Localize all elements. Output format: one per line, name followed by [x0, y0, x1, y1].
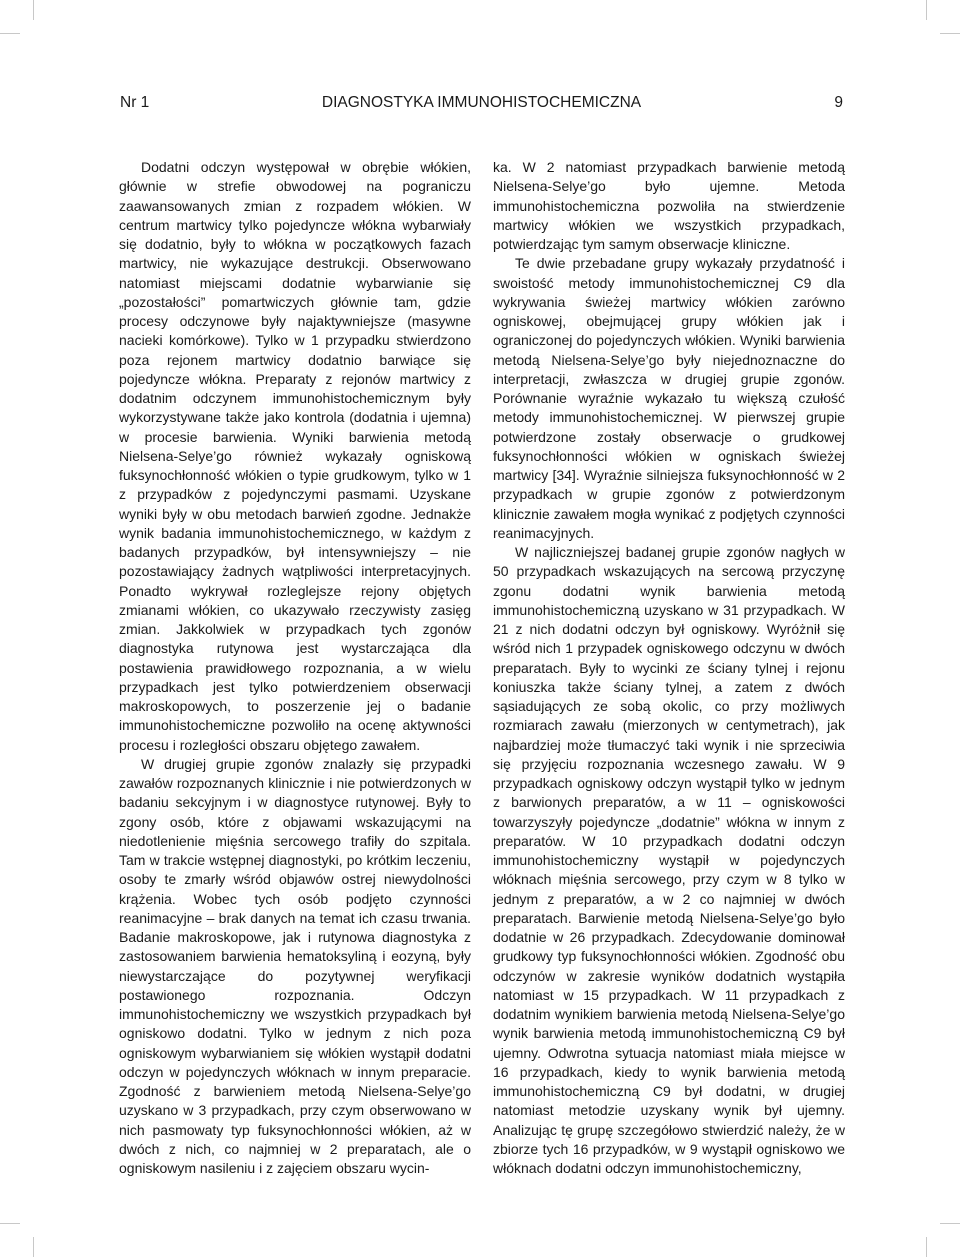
paragraph: Dodatni odczyn występował w obrębie włókien, głównie w strefie obwodowej na pograniczu zaawansowanych zmian z rozpadem włókien. W centrum martwicy tylko pojedyncze włókna wybarwiały się dodatnio, były to włókna w początkowych fazach martwicy, nie wykazujące destrukcji. Obserwowano natomiast miejscami dodatnie wybarwianie się „pozostałości” pomartwiczych głównie tam, gdzie procesy odczynowe były najaktywniejsze (masywne nacieki komórkowe). Tylko w 1 przypadku stwierdzono poza rejonem martwicy dodatnio barwiące się pojedyncze włókna. Preparaty z rejonów martwicy z dodatnim odczynem immunohistochemicznym były wykorzystywane także jako kontrola (dodatnia i ujemna) w procesie barwienia. Wyniki barwienia metodą Nielsena-Selye’go również wykazały ogniskową fuksynochłonność włókien o typie grudkowym, tylko w 1 z przypadków z pojedynczymi pasmami. Uzyskane wyniki były w obu metodach barwień zgodne. Jednakże wynik badania immunohistochemicznego, w każdym z badanych przypadków, był intensywniejszy – nie pozostawiający żadnych wątpliwości interpretacyjnych. Ponadto wykrywał rozleglejsze rejony objętych zmianami włókien, co ukazywało rzeczywisty zasięg zmian. Jakkolwiek w przypadkach tych zgonów diagnostyka rutynowa jest wystarczająca dla postawienia prawidłowego rozpoznania, a w wielu przypadkach jest tylko potwierdzeniem obserwacji makroskopowych, to poszerzenie jej o badanie immunohistochemiczne pozwoliło na ocenę aktywności procesu i rozległości obszaru objętego zawałem. [119, 159, 471, 753]
crop-mark-top-right-h [940, 33, 960, 34]
crop-mark-top-right-v [926, 0, 927, 20]
paragraph-continued: ka. W 2 natomiast przypadkach barwienie metodą Nielsena-Selye’go było ujemne. Metoda immunohistochemiczna pozwoliła na stwierdzenie martwicy włókien we wszystkich przypadkach, potwierdzając tym samym obserwacje kliniczne. [493, 159, 845, 252]
crop-mark-top-left-h [0, 33, 20, 34]
crop-mark-top-left-v [33, 0, 34, 20]
left-text-column [119, 158, 471, 1178]
running-header [120, 94, 843, 114]
crop-mark-bottom-right-v [926, 1237, 927, 1257]
crop-mark-bottom-left-h [0, 1223, 20, 1224]
crop-mark-bottom-right-h [940, 1223, 960, 1224]
crop-mark-bottom-left-v [33, 1237, 34, 1257]
paragraph: W najliczniejszej badanej grupie zgonów nagłych w 50 przypadkach wskazujących na sercową przyczynę zgonu dodatni wynik barwienia metodą immunohistochemiczną uzyskano w 31 przypadkach. W 21 z nich dodatni odczyn był ogniskowy. Wyróżnił się wśród nich 1 przypadek ogniskowego odczynu w dwóch preparatach. Były to wycinki ze ściany tylnej i rejonu koniuszka także ściany tylnej, a zatem z dwóch sąsiadujących ze sobą okolic, co przy możliwych rozmiarach zawału (mierzonych w centymetrach), jak najbardziej może tłumaczyć taki wynik i nie sprzeciwia się przyjęciu rozpoznania wczesnego zawału. W 9 przypadkach ogniskowy odczyn wystąpił tylko w jednym z barwionych preparatów, a w 11 – ogniskowości towarzyszyły pojedyncze „dodatnie” włókna w innym z preparatów. W 10 przypadkach dodatni odczyn immunohistochemiczny wystąpił w pojedynczych włóknach mięśnia sercowego, przy czym w 8 tylko w jednym z preparatów, a w 2 co najmniej w dwóch preparatach. Barwienie metodą Nielsena-Selye’go było dodatnie w 26 przypadkach. Zdecydowanie dominował grudkowy typ fuksynochłonności włókien. Zgodność obu odczynów w zakresie wyników dodatnich wystąpiła natomiast w 15 przypadkach. W 11 przypadkach z dodatnim wynikiem barwienia metodą Nielsena-Selye’go wynik barwienia metodą immunohistochemiczną C9 był ujemny. Odwrotna sytuacja natomiast miała miejsce w 16 przypadkach, kiedy to wynik barwienia metodą immunohistochemiczną C9 był dodatni, w drugiej natomiast metodzie uzyskany wynik był ujemny. Analizując tę grupę szczegółowo stwierdzić należy, że w zbiorze tych 16 przypadków, w 9 wystąpił ogniskowo we włóknach dodatni odczyn immunohistochemiczny, [493, 544, 845, 1176]
right-text-column [493, 158, 845, 1178]
page-number: 9 [834, 94, 843, 111]
paragraph: W drugiej grupie zgonów znalazły się przypadki zawałów rozpoznanych klinicznie i nie potwierdzonych w badaniu sekcyjnym i w diagnostyce rutynowej. Były to zgony osób, które z objawami wskazującymi na niedotlenienie mięśnia sercowego trafiły do szpitala. Tam w trakcie wstępnej diagnostyki, po krótkim leczeniu, osoby te zmarły wśród objawów ostrej niewydolności krążenia. Wobec tych osób podjęto czynności reanimacyjne – brak danych na temat ich czasu trwania. Badanie makroskopowe, jak i rutynowa diagnostyka z zastosowaniem barwienia hematoksyliną i eozyną, były niewystarczające do pozytywnej weryfikacji postawionego rozpoznania. Odczyn immunohistochemiczny we wszystkich przypadkach był ogniskowo dodatni. Tylko w jednym z nich poza ogniskowym wybarwianiem się włókien wystąpił dodatni odczyn w pojedynczych włóknach w innym preparacie. Zgodność z barwieniem metodą Nielsena-Selye’go uzyskano w 3 przypadkach, przy czym obserwowano w nich pasmowaty typ fuksynochłonności włókien, aż w dwóch z nich, co najmniej w 2 preparatach, ale o ogniskowym nasileniu i z zajęciem obszaru wycin- [119, 755, 471, 1176]
paragraph: Te dwie przebadane grupy wykazały przydatność i swoistość metody immunohistochemicznej C9 dla wykrywania świeżej martwicy włókien zarówno ogniskowej, obejmującej grupy włókien jak i ograniczonej do pojedynczych włókien. Wyniki barwienia metodą Nielsena-Selye’go były niejednoznaczne do interpretacji, zwłaszcza w drugiej grupie zgonów. Porównanie wyraźnie wykazało tu większą czułość metody immunohistochemicznej. W pierwszej grupie potwierdzone zostały obserwacje o grudkowej fuksynochłonności włókien w ogniskach świeżej martwicy [34]. Wyraźnie silniejsza fuksynochłonność w 2 przypadkach w grupie zgonów z potwierdzonym klinicznie zawałem mogła wynikać z podjętych czynności reanimacyjnych. [493, 255, 845, 541]
journal-section-title: DIAGNOSTYKA IMMUNOHISTOCHEMICZNA [321, 94, 642, 111]
issue-number: Nr 1 [120, 94, 150, 111]
